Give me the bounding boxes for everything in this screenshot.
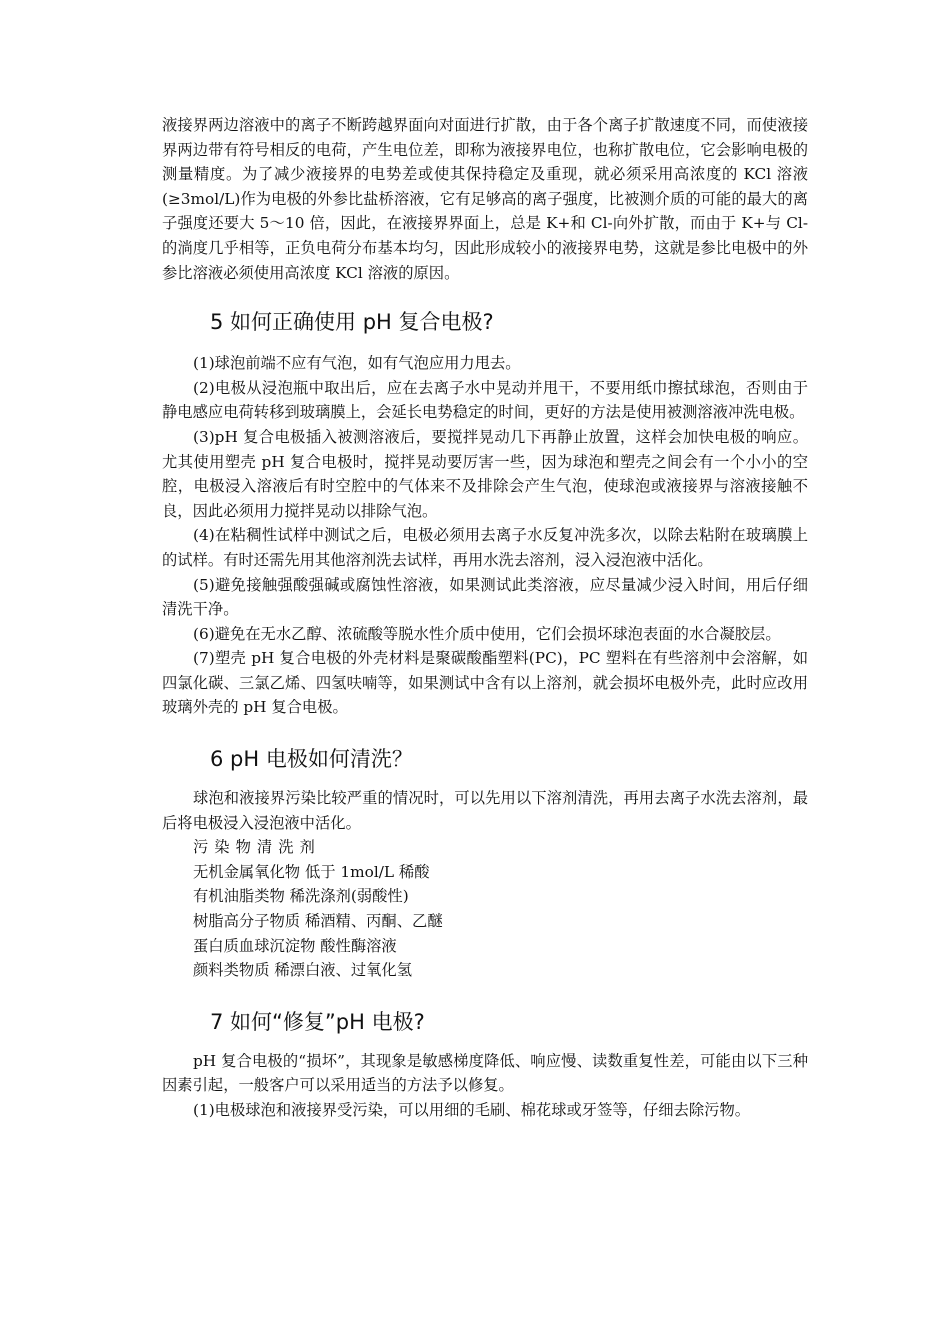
section-5-item-6: (6)避免在无水乙醇、浓硫酸等脱水性介质中使用，它们会损坏球泡表面的水合凝胶层。 bbox=[193, 624, 781, 643]
section-7-item-1: (1)电极球泡和液接界受污染，可以用细的毛刷、棉花球或牙签等，仔细去除污物。 bbox=[193, 1101, 751, 1119]
section-5-item-3: (3)pH 复合电极插入被测溶液后，要搅拌晃动几下再静止放置，这样会加快电极的响应。尤其使用塑壳 pH 复合电极时，搅拌晃动要厉害一些，因为球泡和塑壳之间会有一个小小的空腔，电极浸入溶液后有时空腔中的气体来不及排除会产生气泡，使球泡或液接界与溶液接触不良，因此必须用力搅拌晃动以排除气泡。 bbox=[162, 427, 808, 520]
section-7-intro: pH 复合电极的“损坏”，其现象是敏感梯度降低、响应慢、读数重复性差，可能由以下三种因素引起，一般客户可以采用适当的方法予以修复。 bbox=[162, 1051, 808, 1095]
section-5-item-2: (2)电极从浸泡瓶中取出后，应在去离子水中晃动并甩干，不要用纸巾擦拭球泡，否则由于静电感应电荷转移到玻璃膜上，会延长电势稳定的时间，更好的方法是使用被测溶液冲洗电极。 bbox=[162, 378, 808, 422]
section-6-intro: 球泡和液接界污染比较严重的情况时，可以先用以下溶剂清洗，再用去离子水洗去溶剂，最后将电极浸入浸泡液中活化。 bbox=[162, 789, 808, 832]
cleaning-table-row: 树脂高分子物质 稀酒精、丙酮、乙醚 bbox=[193, 912, 443, 931]
cleaning-solvent-list bbox=[162, 835, 808, 983]
section-5-heading: 5 如何正确使用 pH 复合电极? bbox=[210, 310, 494, 335]
section-5-item-7: (7)塑壳 pH 复合电极的外壳材料是聚碳酸酯塑料(PC)，PC 塑料在有些溶剂中会溶解，如四氯化碳、三氯乙烯、四氢呋喃等，如果测试中含有以上溶剂，就会损坏电极外壳，此时应改用玻璃外壳的 pH 复合电极。 bbox=[162, 649, 808, 717]
section-5-item-1: (1)球泡前端不应有气泡，如有气泡应用力甩去。 bbox=[193, 354, 521, 373]
cleaning-table-row: 无机金属氧化物 低于 1mol/L 稀酸 bbox=[193, 862, 430, 881]
cleaning-table-header: 污染物清洗剂 bbox=[193, 838, 321, 857]
section-6-heading: 6 pH 电极如何清洗？ bbox=[210, 747, 413, 772]
cleaning-table-row: 颜料类物质 稀漂白液、过氧化氢 bbox=[193, 961, 413, 980]
document-page bbox=[162, 113, 808, 1123]
section-5-item-5: (5)避免接触强酸强碱或腐蚀性溶液，如果测试此类溶液，应尽量减少浸入时间，用后仔细清洗干净。 bbox=[162, 575, 808, 619]
cleaning-table-row: 有机油脂类物 稀洗涤剂(弱酸性) bbox=[193, 887, 409, 906]
section-7-heading: 7 如何“修复”pH 电极? bbox=[210, 1009, 425, 1034]
section-5-item-4: (4)在粘稠性试样中测试之后，电极必须用去离子水反复冲洗多次，以除去粘附在玻璃膜上的试样。有时还需先用其他溶剂洗去试样，再用水洗去溶剂，浸入浸泡液中活化。 bbox=[162, 526, 808, 569]
cleaning-table-row: 蛋白质血球沉淀物 酸性酶溶液 bbox=[193, 936, 397, 955]
intro-paragraph: 液接界两边溶液中的离子不断跨越界面向对面进行扩散，由于各个离子扩散速度不同，而使液接界两边带有符号相反的电荷，产生电位差，即称为液接界电位，也称扩散电位，它会影响电极的测量精度。为了减少液接界的电势差或使其保持稳定及重现，就必须采用高浓度的 KCl 溶液(≥3mol/L)作为电极的外参比盐桥溶液，它有足够高的离子强度，比被测介质的可能的最大的离子强度还要大 5～10 倍，因此，在液接界界面上，总是 K+和 Cl-向外扩散，而由于 K+与 Cl-的淌度几乎相等，正负电荷分布基本均匀，因此形成较小的液接界电势，这就是参比电极中的外参比溶液必须使用高浓度 KCl 溶液的原因。 bbox=[162, 116, 808, 282]
